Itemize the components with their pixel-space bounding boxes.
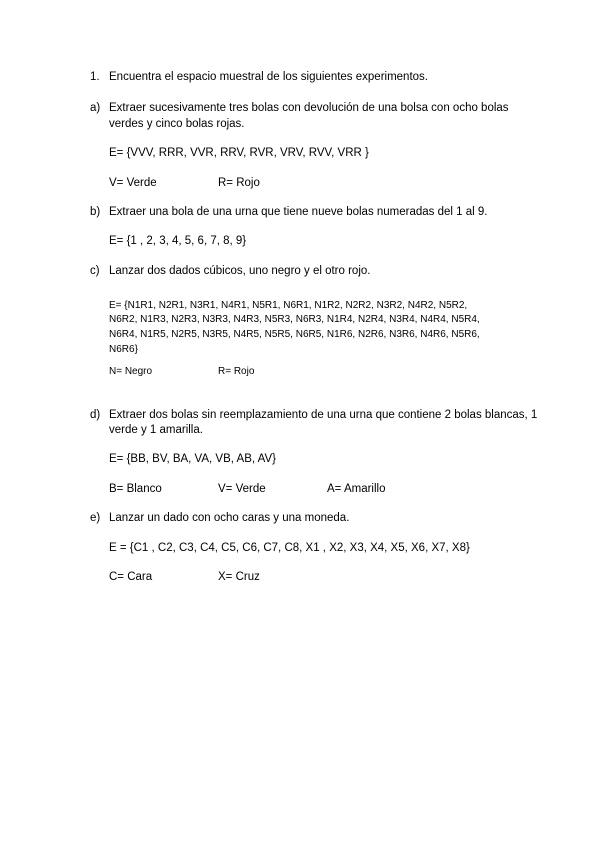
item-d-text-line-2: verde y 1 amarilla. [109,424,203,436]
item-a-text-line-2: verdes y cinco bolas rojas. [109,118,245,130]
heading-text: Encuentra el espacio muestral de los siguientes experimentos. [109,71,428,83]
item-e-legend-c: C= Cara [109,571,153,583]
item-c-sample-space-line-3: N6R4, N1R5, N2R5, N3R5, N4R5, N5R5, N6R5, N1R6, N2R6, N3R6, N4R6, N5R6, [109,329,480,340]
item-c-legend-r: R= Rojo [218,366,255,377]
item-e-text: Lanzar un dado con ocho caras y una moneda. [109,512,350,524]
item-d-letter: d) [90,409,101,421]
item-b-sample-space: E= {1 , 2, 3, 4, 5, 6, 7, 8, 9} [109,235,247,247]
item-c-sample-space-line-4: N6R6} [109,344,138,355]
item-d-legend-v: V= Verde [218,483,266,495]
item-c-sample-space-line-2: N6R2, N1R3, N2R3, N3R3, N4R3, N5R3, N6R3, N1R4, N2R4, N3R4, N4R4, N5R4, [109,314,480,325]
item-e-legend-x: X= Cruz [218,571,260,583]
item-c-legend-n: N= Negro [109,366,153,377]
item-d-legend-b: B= Blanco [109,483,162,495]
item-b-text: Extraer una bola de una urna que tiene nueve bolas numeradas del 1 al 9. [109,206,488,218]
item-a-legend-r: R= Rojo [218,177,260,189]
heading-number: 1. [90,71,100,83]
item-b-letter: b) [90,206,101,218]
item-a-legend-v: V= Verde [109,177,157,189]
item-e-sample-space: E = {C1 , C2, C3, C4, C5, C6, C7, C8, X1 , X2, X3, X4, X5, X6, X7, X8} [109,542,470,554]
item-d-text-line-1: Extraer dos bolas sin reemplazamiento de una urna que contiene 2 bolas blancas, 1 [109,409,538,421]
item-d-sample-space: E= {BB, BV, BA, VA, VB, AB, AV} [109,453,276,465]
item-a-text-line-1: Extraer sucesivamente tres bolas con devolución de una bolsa con ocho bolas [109,102,509,114]
item-c-letter: c) [90,265,100,277]
item-a-letter: a) [90,102,101,114]
item-c-sample-space-line-1: E= {N1R1, N2R1, N3R1, N4R1, N5R1, N6R1, N1R2, N2R2, N3R2, N4R2, N5R2, [109,300,468,311]
item-c-text: Lanzar dos dados cúbicos, uno negro y el otro rojo. [109,265,371,277]
item-e-letter: e) [90,512,101,524]
item-a-sample-space: E= {VVV, RRR, VVR, RRV, RVR, VRV, RVV, VRR } [109,147,369,159]
item-d-legend-a: A= Amarillo [327,483,386,495]
